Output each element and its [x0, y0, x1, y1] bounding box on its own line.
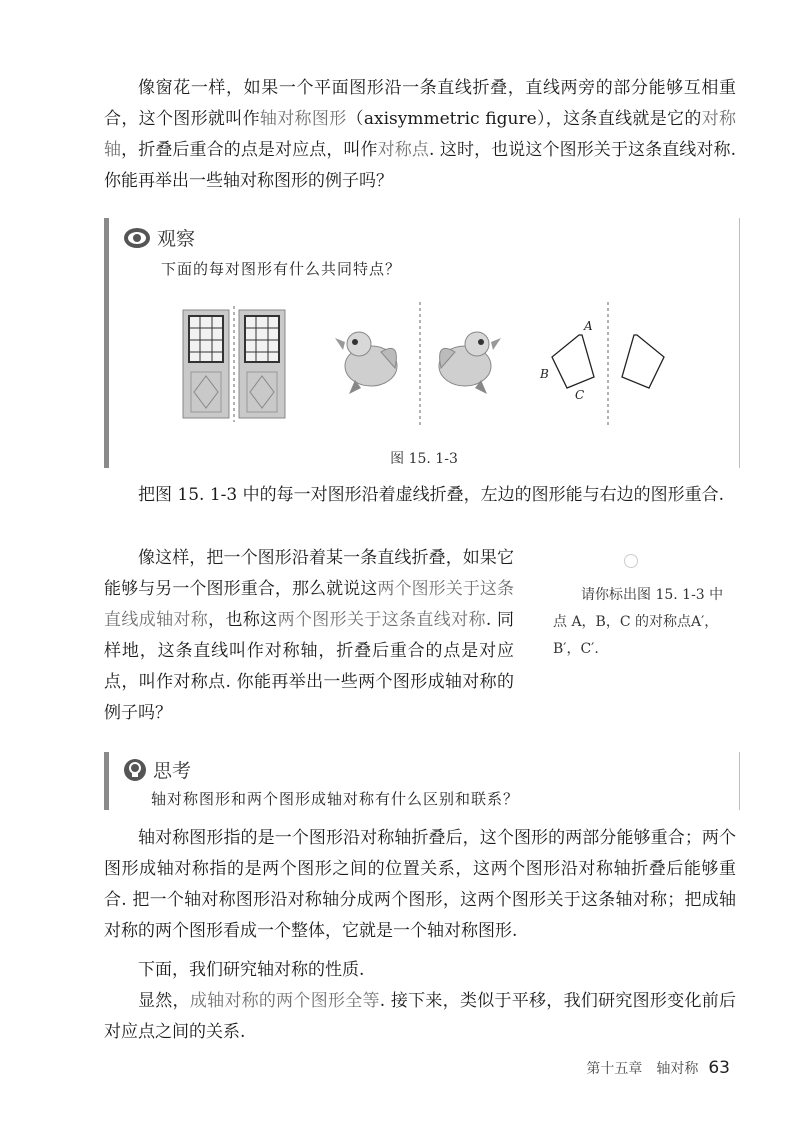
label-a: A [584, 319, 593, 333]
figure-15-1-3 [109, 302, 729, 442]
next-paragraph: 下面，我们研究轴对称的性质. [138, 960, 365, 980]
eye-icon [123, 226, 151, 250]
observe-box [104, 218, 740, 468]
term-axial-symmetry: 两个图形关于这条直线成轴对称 [104, 579, 514, 630]
definition-paragraph [104, 543, 514, 729]
intro-text-2: （axisymmetric figure），这条直线就是它的 [346, 109, 702, 129]
bird-right [439, 332, 501, 394]
observe-question: 下面的每对图形有什么共同特点？ [161, 260, 402, 278]
think-title: 思考 [153, 760, 192, 782]
define-text-2: ，也称这 [208, 610, 278, 630]
last-text-1: 显然， [138, 991, 190, 1011]
compare-paragraph: 轴对称图形指的是一个图形沿对称轴折叠后，这个图形的两部分能够重合；两个图形成轴对称指的是两个图形之间的位置关系，这两个图形沿对称轴折叠后能够重合. 把一个轴对称图形沿对称轴分成两个图形，这两个图形关于这条轴对称；把成轴对称的两个图形看成一个整体，它就是一个轴对称图形. [104, 828, 736, 941]
term-axisymmetric-figure: 轴对称图形 [259, 109, 347, 129]
pentagon-left [552, 335, 594, 388]
bird-left [335, 332, 397, 394]
define-text-3: . 同样地，这条直线叫作对称轴，折叠后重合的点是对应点，叫作对称点. 你能再举出一些两个图形成轴对称的例子吗？ [104, 610, 515, 723]
term-symmetric-about-line: 两个图形关于这条直线对称 [277, 610, 486, 630]
pentagon-right [622, 335, 664, 388]
observe-title: 观察 [157, 228, 196, 250]
term-congruent: 成轴对称的两个图形全等 [189, 991, 380, 1011]
last-text-2: . 接下来，类似于平移，我们研究图形变化前后对应点之间的关系. [104, 991, 737, 1042]
term-symmetric-point: 对称点 [377, 140, 429, 160]
side-note: 请你标出图 15. 1-3 中点 A，B，C 的对称点A′，B′，C′. [553, 587, 724, 657]
door-left [183, 310, 229, 418]
chapter-label: 第十五章 轴对称 [586, 1061, 699, 1077]
intro-text-4: . 这时，也说这个图形关于这条直线对称. 你能再举出一些轴对称图形的例子吗？ [104, 140, 737, 191]
figure-caption: 图 15. 1-3 [390, 451, 458, 467]
intro-paragraph [104, 73, 736, 197]
intro-text-1: 像窗花一样，如果一个平面图形沿一条直线折叠，直线两旁的部分能够互相重合，这个图形就叫作 [104, 78, 736, 129]
fold-paragraph: 把图 15. 1-3 中的每一对图形沿着虚线折叠，左边的图形能与右边的图形重合. [138, 485, 725, 505]
intro-text-3: ，折叠后重合的点是对应点，叫作 [121, 140, 378, 160]
term-symmetry-axis: 对称轴 [104, 109, 737, 160]
page-number: 63 [708, 1058, 730, 1078]
observe-header [123, 224, 195, 251]
page-footer [586, 1058, 730, 1078]
last-paragraph [104, 986, 736, 1048]
think-box [104, 752, 740, 810]
margin-note-marker [624, 554, 638, 568]
define-text-1: 像这样，把一个图形沿着某一条直线折叠，如果它能够与另一个图形重合，那么就说这 [104, 548, 514, 599]
lightbulb-icon [123, 758, 147, 782]
think-header [123, 756, 191, 783]
door-right [239, 310, 285, 418]
think-question: 轴对称图形和两个图形成轴对称有什么区别和联系？ [151, 790, 520, 808]
label-c: C [575, 388, 585, 402]
label-b: B [540, 367, 549, 381]
